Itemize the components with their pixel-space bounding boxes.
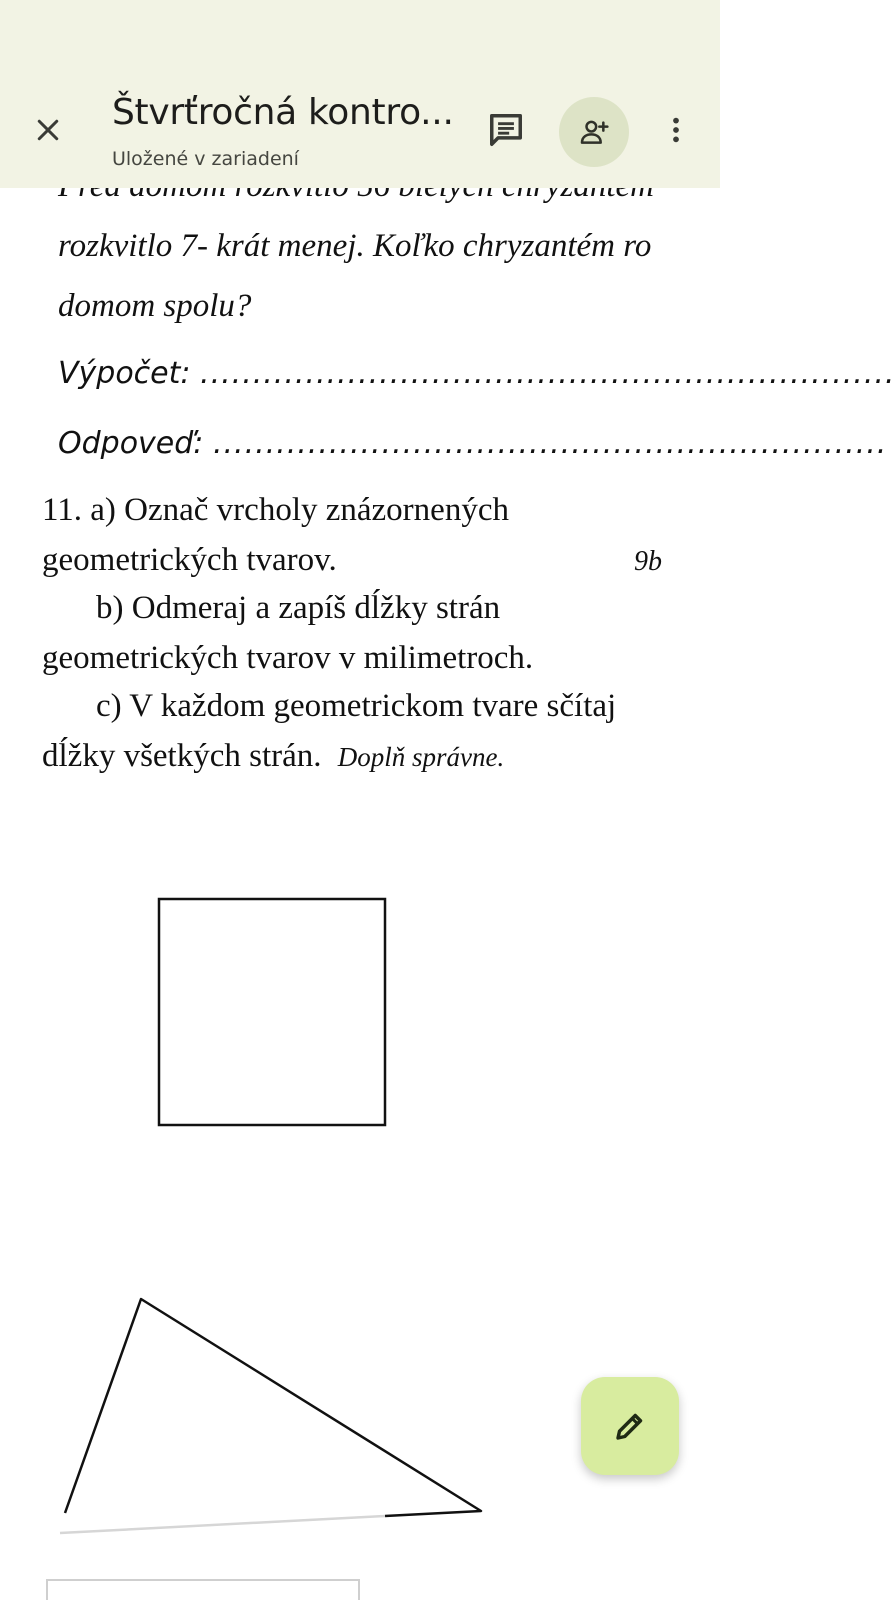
vypocet-dots: ..................................................................: [200, 356, 895, 391]
task-11c-line-1: c) V každom geometrickom tvare sčítaj: [96, 688, 617, 724]
task-11b-line-1: b) Odmeraj a zapíš dĺžky strán: [96, 590, 501, 626]
close-icon: [33, 115, 63, 145]
pencil-icon: [612, 1408, 648, 1444]
share-button[interactable]: [559, 97, 629, 167]
edit-fab[interactable]: [581, 1377, 679, 1475]
task-11b-line-2: geometrických tvarov v milimetroch.: [42, 640, 534, 676]
task-11c-text: dĺžky všetkých strán.: [42, 738, 322, 774]
points-label: 9b: [634, 546, 662, 577]
triangle-faint-edge: [60, 1516, 385, 1533]
document-title: Štvrťročná kontro...: [112, 92, 454, 133]
save-status: Uložené v zariadení: [112, 148, 299, 170]
top-app-bar: [0, 0, 720, 188]
problem-text-line-2: domom spolu?: [58, 288, 252, 324]
more-vert-icon: [661, 113, 691, 147]
problem-text-line-1: rozkvitlo 7- krát menej. Koľko chryzantém ro: [58, 228, 652, 264]
next-shape-partial: [47, 1580, 359, 1600]
triangle-shape: [65, 1299, 481, 1516]
comment-icon: [487, 111, 525, 149]
task-11c-note: Doplň správne.: [337, 742, 505, 772]
odpoved-label: Odpoveď:: [58, 426, 204, 461]
task-11a-line-2: geometrických tvarov.: [42, 542, 337, 578]
close-button[interactable]: [26, 108, 70, 152]
add-person-icon: [578, 116, 610, 148]
odpoved-dots: ................................................................: [212, 426, 888, 461]
more-options-button[interactable]: [654, 108, 698, 152]
square-shape: [159, 899, 385, 1125]
task-11a-line-1: 11. a) Označ vrcholy znázornených: [42, 492, 509, 528]
comments-button[interactable]: [484, 108, 528, 152]
vypocet-label: Výpočet:: [58, 356, 191, 391]
